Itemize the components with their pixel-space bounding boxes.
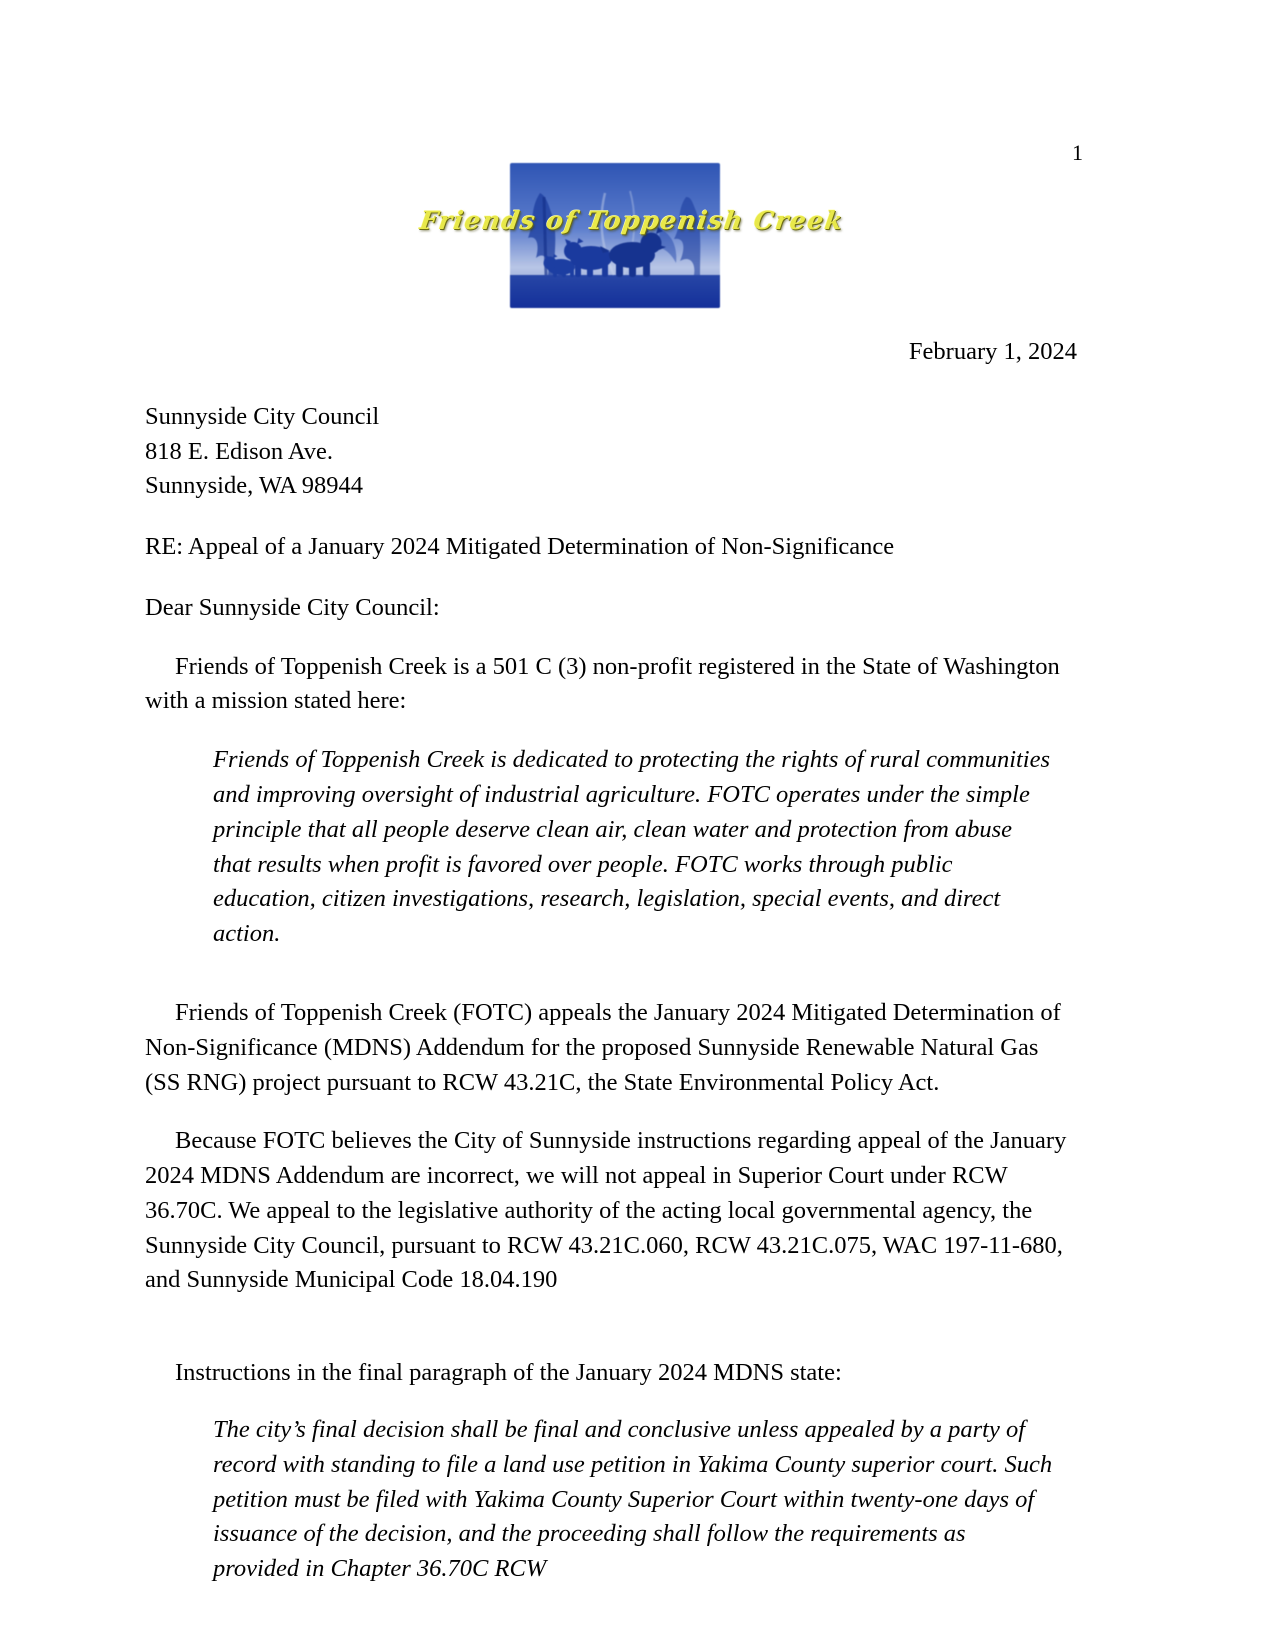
salutation: Dear Sunnyside City Council:: [145, 593, 440, 621]
paragraph-appeal-authority: Because FOTC believes the City of Sunnyside instructions regarding appeal of the January 2024 MDNS Addendum are incorrect, we will not appeal in Superior Court under RCW 36.70C. We appeal to the legislative authority of the acting local governmental agency, the Sunnyside City Council, pursuant to RCW 43.21C.060, RCW 43.21C.075, WAC 197-11-680, and Sunnyside Municipal Code 18.04.190: [145, 1127, 1067, 1294]
subject-line: RE: Appeal of a January 2024 Mitigated Determination of Non-Significance: [145, 533, 895, 561]
letter-date: February 1, 2024: [908, 338, 1077, 365]
instructions-intro: Instructions in the final paragraph of the January 2024 MDNS state:: [175, 1359, 842, 1387]
mdns-instructions-quote: The city’s final decision shall be final and conclusive unless appealed by a party of record with standing to file a land use petition in Yakima County superior court. Such petition must be filed with Yakima County Superior Court within twenty-one days of issuance of the decision, and the proceeding shall follow the requirements as provided in Chapter 36.70C RCW: [213, 1415, 1053, 1583]
mission-statement-quote: Friends of Toppenish Creek is dedicated to protecting the rights of rural communities and improving oversight of industrial agriculture. FOTC operates under the simple principle that all people deserve clean air, clean water and protection from abuse that results when profit is favored over people. FOTC works through public education, citizen investigations, research, legislation, special events, and direct action.: [213, 746, 1051, 948]
spacer: [145, 1322, 1077, 1356]
recipient-address-block: [145, 400, 1077, 504]
spacer: [145, 978, 1077, 996]
page-number: 1: [1072, 140, 1083, 165]
logo-wordmark: Friends of Toppenish Creek: [418, 206, 846, 235]
recipient-city-state-zip: Sunnyside, WA 98944: [145, 472, 364, 500]
letter-body: [145, 335, 1077, 1613]
recipient-name: Sunnyside City Council: [145, 402, 380, 430]
paragraph-appeal-statement: Friends of Toppenish Creek (FOTC) appeals the January 2024 Mitigated Determination of Non-Significance (MDNS) Addendum for the proposed Sunnyside Renewable Natural Gas (SS RNG) project pursuant to RCW 43.21C, the State Environmental Policy Act.: [145, 998, 1061, 1096]
paragraph-mission-intro: Friends of Toppenish Creek is a 501 C (3) non-profit registered in the State of Washington with a mission stated here:: [145, 652, 1060, 715]
recipient-street: 818 E. Edison Ave.: [145, 437, 334, 465]
organization-logo: [418, 163, 846, 313]
